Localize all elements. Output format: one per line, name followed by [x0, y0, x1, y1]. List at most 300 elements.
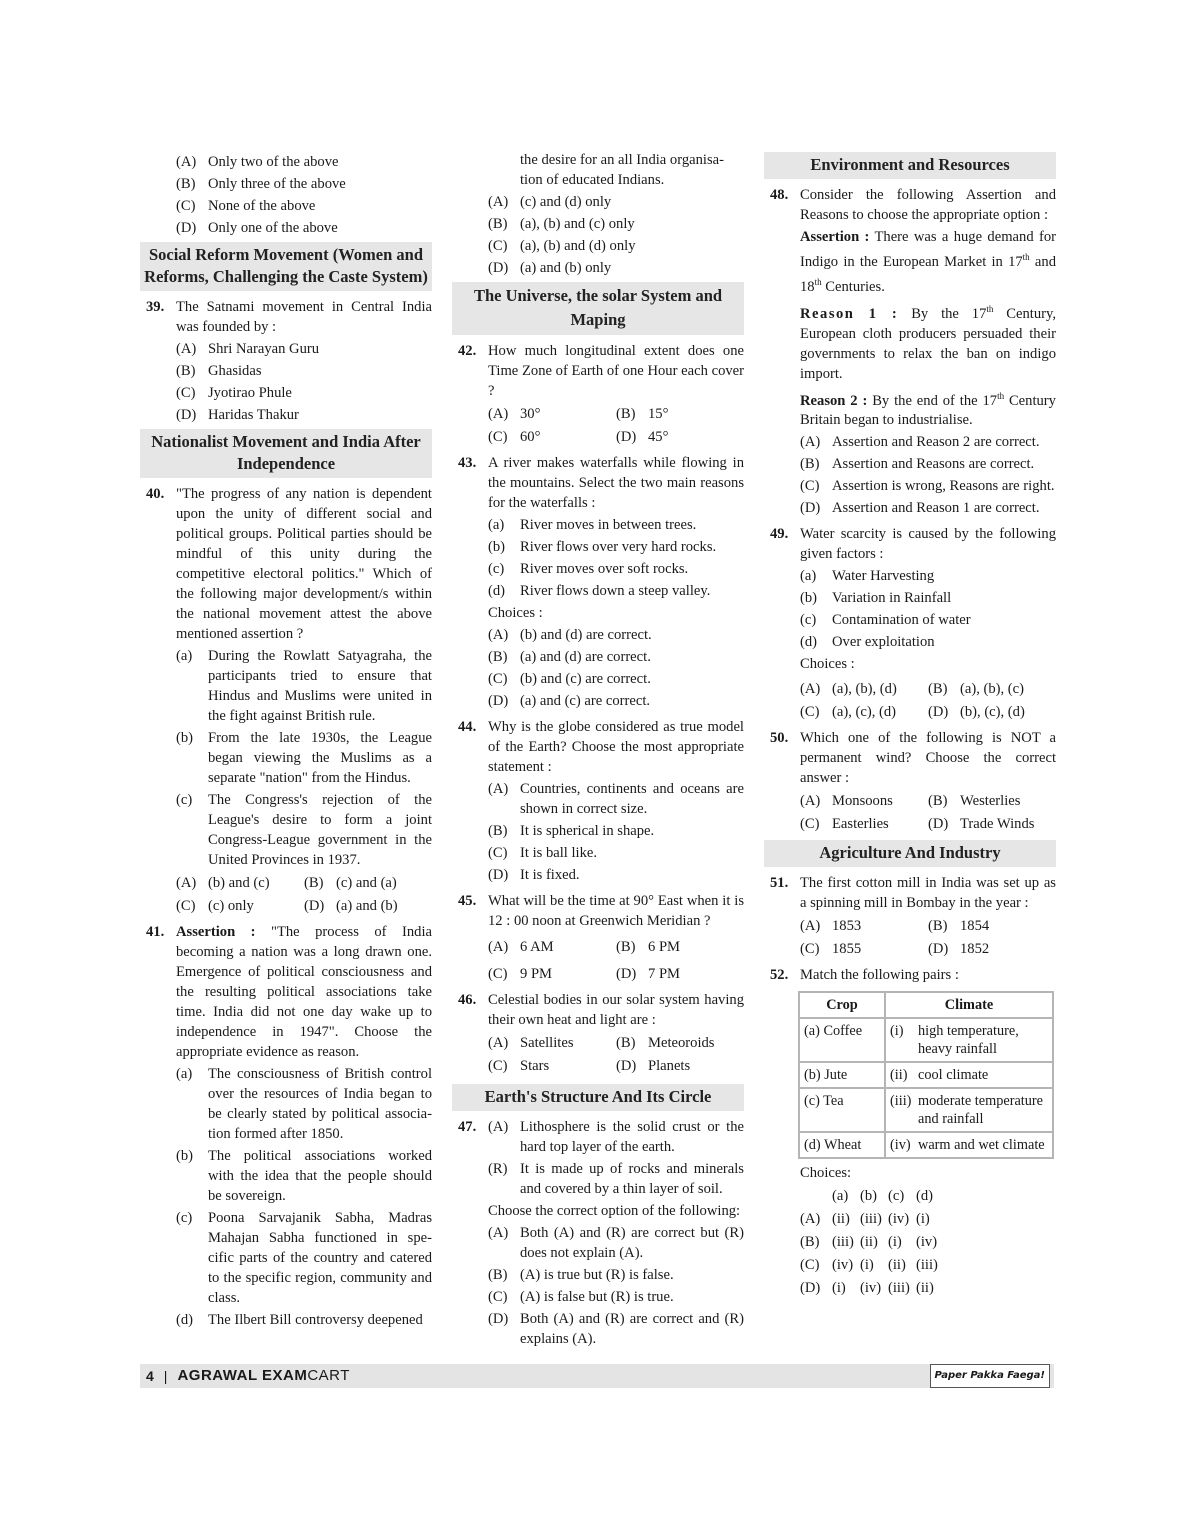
option [616, 964, 744, 984]
q38-options [176, 152, 432, 238]
option-text: 6 AM [520, 939, 554, 955]
question-text: Celestial bodies in our solar system having their own heat and light are : [488, 992, 744, 1028]
option-text: 1855 [832, 941, 862, 958]
question-text: How much longitudinal extent does one Time Zone of Earth of one Hour each cover ? [488, 343, 744, 399]
q44-options [488, 779, 744, 885]
option-label: (A) [176, 341, 197, 357]
option-label: (A) [488, 406, 509, 422]
match-value: (iii) [832, 1234, 854, 1251]
q45-options-row [488, 937, 744, 957]
reason-1-block [800, 299, 1056, 384]
option-label: (C) [800, 941, 820, 958]
statement [800, 588, 1056, 608]
option-label: (C) [176, 198, 196, 214]
footer-separator: | [163, 1368, 168, 1384]
option [616, 427, 744, 447]
table-row [799, 1018, 1053, 1062]
statement-text: The consciousness of British control over the resources of India began to be clearly stated by political associa-tion formed after 1850. [208, 1066, 432, 1142]
option-label: (D) [488, 867, 509, 883]
option-label: (D) [304, 898, 325, 914]
climate-cell [885, 1088, 1053, 1132]
reason-text: It is made up of rocks and minerals and covered by a thin layer of soil. [520, 1161, 744, 1197]
match-option-row [800, 1278, 1056, 1298]
assertion-label: (A) [488, 1119, 509, 1135]
option [488, 821, 744, 841]
statement-text: During the Rowlatt Satyagraha, the participants tried to ensure that Hindus and Muslims were united in the fight against British rule. [208, 648, 432, 724]
option-label: (B) [928, 681, 948, 698]
q48-options [800, 432, 1056, 518]
option-label: (D) [176, 407, 197, 423]
option-text: 6 PM [648, 939, 681, 955]
option [800, 432, 1056, 452]
statement [800, 610, 1056, 630]
option-text: Assertion and Reasons are correct. [832, 456, 1035, 473]
statement-label: (a) [176, 648, 193, 664]
option [800, 791, 928, 811]
column-header: Climate [885, 992, 1053, 1018]
option [800, 814, 928, 834]
option-text: 9 PM [520, 966, 553, 982]
option [800, 498, 1056, 518]
option-text: Meteoroids [648, 1035, 715, 1051]
question-number: 50. [770, 730, 789, 747]
superscript: th [986, 303, 994, 314]
option [488, 214, 744, 234]
option-label: (B) [488, 649, 508, 665]
statement [176, 728, 432, 788]
option-label: (A) [488, 939, 509, 955]
statement-label: (c) [488, 561, 505, 577]
reason-text: Century Britain began to industrialise. [800, 392, 1056, 429]
page-number: 4 [146, 1368, 154, 1384]
option-label: (D) [488, 693, 509, 709]
option-label: (B) [616, 1035, 636, 1051]
reason-2-block [800, 386, 1056, 431]
question-number: 52. [770, 967, 789, 984]
option [488, 625, 744, 645]
assertion-block [800, 227, 1056, 297]
option [176, 896, 304, 916]
option [176, 873, 304, 893]
reason-text: By the end of the 17 [872, 392, 998, 409]
q46-options-row [488, 1056, 744, 1076]
statement-text: Water Harvesting [832, 568, 935, 585]
q41-continuation: the desire for an all India organisa-tion of educated Indians. [520, 152, 724, 188]
question-text: A river makes waterfalls while flowing in the mountains. Select the two main reasons for the waterfalls : [488, 455, 744, 511]
brand-logo [177, 1366, 349, 1386]
question-number: 49. [770, 526, 789, 543]
statement-label: (d) [176, 1312, 194, 1328]
question-text: Match the following pairs : [800, 967, 959, 984]
statement [800, 632, 1056, 652]
option-text: (c) and (d) only [520, 194, 612, 210]
climate-cell [885, 1132, 1053, 1158]
option [488, 258, 744, 278]
statement [176, 790, 432, 870]
column-3 [764, 150, 1056, 1298]
option-text: 60° [520, 429, 541, 445]
q41-statements [176, 1064, 432, 1330]
option-label: (A) [800, 434, 821, 451]
statement-label: (c) [800, 612, 817, 629]
option-text: Westerlies [960, 793, 1021, 810]
option-text: 30° [520, 406, 541, 422]
option-label: (D) [488, 1311, 509, 1327]
section-heading-environment: Environment and Resources [764, 152, 1056, 179]
statement-text: River flows over very hard rocks. [520, 539, 717, 555]
option [176, 152, 432, 172]
statement [488, 537, 744, 557]
option-label: (D) [176, 220, 197, 236]
option [488, 427, 616, 447]
option [488, 937, 616, 957]
option-label: (D) [488, 260, 509, 276]
table-row [799, 1132, 1053, 1158]
question-number: 42. [458, 343, 477, 359]
statement [488, 559, 744, 579]
match-value: (ii) [888, 1257, 906, 1274]
question-text: The first cotton mill in India was set up as a spinning mill in Bombay in the year : [800, 875, 1056, 912]
option [176, 383, 432, 403]
option-text: (a), (b) and (d) only [520, 238, 636, 254]
question-44 [452, 717, 744, 777]
option-label: (A) [488, 1225, 509, 1241]
instruction-text: Choose the correct option of the following: [488, 1203, 741, 1219]
option-label: (B) [800, 456, 820, 473]
option [176, 339, 432, 359]
option-label: (D) [616, 1058, 637, 1074]
option-text: (A) is false but (R) is true. [520, 1289, 674, 1305]
option-text: Assertion and Reason 1 are correct. [832, 500, 1040, 517]
statement-text: The Congress's rejection of the League's desire to form a joint Congress-League government in the United Provinces in 1937. [208, 792, 432, 868]
reason-label: Reason 1 : [800, 305, 899, 322]
option-text: Countries, continents and oceans are shown in correct size. [520, 781, 744, 817]
option [488, 1033, 616, 1053]
tagline-badge: Paper Pakka Faega! [930, 1364, 1050, 1388]
choices-label: Choices : [488, 605, 543, 621]
option-label: (B) [928, 793, 948, 810]
option [488, 1223, 744, 1263]
question-text: Which one of the following is NOT a permanent wind? Choose the correct answer : [800, 730, 1056, 787]
option-text: Only two of the above [208, 154, 339, 170]
option-label: (B) [488, 216, 508, 232]
option-text: Planets [648, 1058, 691, 1074]
question-text: Why is the globe considered as true model of the Earth? Choose the most appropriate statement : [488, 719, 744, 775]
question-text: What will be the time at 90° East when it is 12 : 00 noon at Greenwich Meridian ? [488, 893, 744, 929]
match-value: (iii) [860, 1211, 882, 1228]
match-value: (ii) [916, 1280, 934, 1297]
option-text: (b), (c), (d) [960, 704, 1025, 721]
q50-options-row [800, 791, 1056, 811]
option-label: (A) [488, 1035, 509, 1051]
question-42 [452, 341, 744, 401]
statement-text: The Ilbert Bill controversy deepened [208, 1312, 423, 1328]
reason [488, 1159, 744, 1199]
statement-label: (d) [488, 583, 506, 599]
option-label: (D) [928, 941, 949, 958]
statement [488, 581, 744, 601]
option-text: Both (A) and (R) are correct and (R) explains (A). [520, 1311, 744, 1347]
option [304, 896, 432, 916]
superscript: th [1022, 252, 1030, 262]
option [488, 1309, 744, 1349]
option-text: (a), (b), (d) [832, 681, 897, 698]
option [616, 937, 744, 957]
option-label: (C) [176, 898, 196, 914]
option-text: 45° [648, 429, 669, 445]
option-label: (B) [928, 918, 948, 935]
choices-label: Choices: [800, 1165, 852, 1182]
option [488, 865, 744, 885]
option-text: It is ball like. [520, 845, 598, 861]
crop-cell: (c) Tea [799, 1088, 885, 1132]
match-header: (d) [916, 1188, 934, 1205]
option [304, 873, 432, 893]
option-label: (D) [800, 500, 821, 517]
option-text: Ghasidas [208, 363, 262, 379]
assertion-text: "The process of India becoming a nation was a long drawn one. Emergence of political consciousness and the resulting political associations take time. India did not one day wake up to independence in 1947". Choose the appropriate evidence as reason. [176, 924, 432, 1060]
option-label: (A) [176, 154, 197, 170]
option-text: Haridas Thakur [208, 407, 299, 423]
option [176, 405, 432, 425]
question-text [488, 1117, 744, 1157]
statement-label: (b) [176, 730, 194, 746]
statement-text: River moves in between trees. [520, 517, 697, 533]
match-value: (i) [832, 1280, 846, 1297]
option-label: (C) [488, 845, 508, 861]
brand-bold: AGRAWAL EXAM [177, 1367, 308, 1384]
option [176, 361, 432, 381]
option [488, 691, 744, 711]
q46-options-row [488, 1033, 744, 1053]
option-label: (C) [800, 1257, 820, 1274]
statement-label: (a) [176, 1066, 193, 1082]
option-text: 1854 [960, 918, 990, 935]
statement-text: From the late 1930s, the League began viewing the Muslims as a separate "nation" from the Hindus. [208, 730, 432, 786]
column-header: Crop [799, 992, 885, 1018]
question-number: 47. [458, 1119, 477, 1135]
option [928, 679, 1056, 699]
statement-label: (a) [488, 517, 505, 533]
q51-options-row [800, 916, 1056, 936]
reason-text: Century, European cloth producers persuaded their governments to relax the ban on indigo import. [800, 305, 1056, 382]
option-text: Satellites [520, 1035, 574, 1051]
match-table [798, 991, 1054, 1159]
statement-text: Variation in Rainfall [832, 590, 952, 607]
statement [176, 1208, 432, 1308]
option-text: (a) and (b) only [520, 260, 612, 276]
question-49 [764, 524, 1056, 564]
question-number: 46. [458, 992, 477, 1008]
assertion-label: Assertion : [176, 924, 256, 940]
q49-options-row [800, 702, 1056, 722]
option-text: It is fixed. [520, 867, 580, 883]
option-label: (D) [928, 816, 949, 833]
option-label: (C) [800, 478, 820, 495]
assertion-text: Centuries. [821, 278, 885, 295]
reason-label: Reason 2 : [800, 392, 868, 409]
q51-options-row [800, 939, 1056, 959]
match-value: (iii) [888, 1280, 910, 1297]
q43-options [488, 625, 744, 711]
climate-label: (i) [890, 1023, 904, 1040]
reason-label: (R) [488, 1161, 508, 1177]
q47-reason [488, 1159, 744, 1199]
option-text: (b) and (c) [208, 875, 270, 891]
option [488, 404, 616, 424]
statement-text: River flows down a steep valley. [520, 583, 711, 599]
choices-label: Choices : [800, 656, 855, 673]
question-number: 43. [458, 455, 477, 471]
option [488, 1265, 744, 1285]
match-value: (ii) [860, 1234, 878, 1251]
match-header: (a) [832, 1188, 849, 1205]
climate-text: high temperature, heavy rainfall [918, 1023, 1019, 1058]
q41-options [488, 192, 744, 278]
assertion-text: Lithosphere is the solid crust or the hard top layer of the earth. [520, 1119, 744, 1155]
option [176, 174, 432, 194]
option-text: Jyotirao Phule [208, 385, 292, 401]
option [488, 236, 744, 256]
match-header: (b) [860, 1188, 878, 1205]
option [928, 814, 1056, 834]
q45-options-row [488, 964, 744, 984]
match-value: (iv) [860, 1280, 882, 1297]
option-text: Assertion is wrong, Reasons are right. [832, 478, 1055, 495]
q49-options-row [800, 679, 1056, 699]
option-text: Trade Winds [960, 816, 1035, 833]
q42-options-row [488, 427, 744, 447]
q40-options-row [176, 873, 432, 893]
option-label: (D) [616, 429, 637, 445]
statement [176, 1064, 432, 1144]
statement-text: Contamination of water [832, 612, 971, 629]
question-text: The Satnami movement in Central India was founded by : [176, 299, 432, 335]
option-text: (b) and (d) are correct. [520, 627, 652, 643]
section-heading-universe: The Universe, the solar System and Maping [452, 282, 744, 335]
option-text: 1853 [832, 918, 862, 935]
section-heading-social-reform: Social Reform Movement (Women and Reforms, Challenging the Caste System) [140, 242, 432, 291]
option-text: (a), (c), (d) [832, 704, 897, 721]
match-value: (i) [888, 1234, 902, 1251]
q40-statements [176, 646, 432, 870]
option-text: Monsoons [832, 793, 893, 810]
question-52 [764, 965, 1056, 985]
option-label: (A) [800, 793, 821, 810]
option-text: (c) only [208, 898, 254, 914]
question-40 [140, 484, 432, 644]
option-label: (A) [176, 875, 197, 891]
option-label: (D) [800, 1280, 821, 1297]
climate-cell [885, 1062, 1053, 1088]
question-43 [452, 453, 744, 513]
q40-options-row [176, 896, 432, 916]
superscript: th [997, 390, 1005, 401]
option [800, 454, 1056, 474]
option [176, 218, 432, 238]
match-header: (c) [888, 1188, 905, 1205]
option [800, 679, 928, 699]
option-text: (a) and (b) [336, 898, 398, 914]
option-text: Assertion and Reason 2 are correct. [832, 434, 1040, 451]
option [616, 404, 744, 424]
statement-label: (c) [176, 792, 193, 808]
q42-options-row [488, 404, 744, 424]
option [488, 1287, 744, 1307]
q39-options [176, 339, 432, 425]
crop-cell: (d) Wheat [799, 1132, 885, 1158]
option-label: (A) [488, 194, 509, 210]
option [800, 939, 928, 959]
climate-label: (iii) [890, 1093, 912, 1110]
statement-label: (b) [488, 539, 506, 555]
option-text: Both (A) and (R) are correct but (R) does not explain (A). [520, 1225, 744, 1261]
match-value: (iv) [916, 1234, 938, 1251]
statement-text: River moves over soft rocks. [520, 561, 689, 577]
climate-cell [885, 1018, 1053, 1062]
option [616, 1056, 744, 1076]
table-row [799, 1088, 1053, 1132]
statement-text: The political associations worked with the idea that the people should be sovereign. [208, 1148, 432, 1204]
question-text: Consider the following Assertion and Reasons to choose the appropriate option : [800, 187, 1056, 223]
option-text: 1852 [960, 941, 990, 958]
question-50 [764, 728, 1056, 788]
option-text: (a) and (c) are correct. [520, 693, 651, 709]
page-footer [140, 1364, 1054, 1388]
match-value: (i) [860, 1257, 874, 1274]
option [488, 1056, 616, 1076]
statement-text: Over exploitation [832, 634, 935, 651]
assertion-text: There was a huge demand for Indigo in the European Market in 17 [800, 229, 1056, 270]
reason-text: By the 17 [911, 305, 987, 322]
option [488, 192, 744, 212]
option-label: (A) [488, 627, 509, 643]
option-text: Only three of the above [208, 176, 346, 192]
option-text: (a), (b) and (c) only [520, 216, 635, 232]
option-label: (C) [488, 238, 508, 254]
statement-label: (c) [176, 1210, 193, 1226]
option [488, 964, 616, 984]
statement-label: (d) [800, 634, 818, 651]
option-text: Easterlies [832, 816, 889, 833]
question-41 [140, 922, 432, 1062]
match-value: (ii) [832, 1211, 850, 1228]
option-text: 15° [648, 406, 669, 422]
section-heading-agriculture: Agriculture And Industry [764, 840, 1056, 867]
question-text: "The progress of any nation is dependent upon the unity of different social and political groups. Political parties should be mindful of this unity during the competitive electoral politics." Which of the following major development/s within the national movement attest the above mentioned assertion ? [176, 486, 432, 642]
table-header-row [799, 992, 1053, 1018]
question-number: 41. [146, 924, 165, 940]
option-text: (a), (b), (c) [960, 681, 1025, 698]
match-value: (iv) [832, 1257, 854, 1274]
question-48 [764, 185, 1056, 225]
option-label: (C) [488, 671, 508, 687]
q50-options-row [800, 814, 1056, 834]
brand-light: CART [307, 1367, 350, 1384]
question-number: 51. [770, 875, 789, 892]
option-label: (B) [176, 176, 196, 192]
crop-cell: (a) Coffee [799, 1018, 885, 1062]
option [488, 779, 744, 819]
option-text: Only one of the above [208, 220, 338, 236]
question-47 [452, 1117, 744, 1157]
crop-cell: (b) Jute [799, 1062, 885, 1088]
q47-options [488, 1223, 744, 1349]
statement [176, 1146, 432, 1206]
climate-text: moderate temperature and rainfall [918, 1093, 1044, 1128]
q43-statements [488, 515, 744, 601]
option-label: (B) [304, 875, 324, 891]
